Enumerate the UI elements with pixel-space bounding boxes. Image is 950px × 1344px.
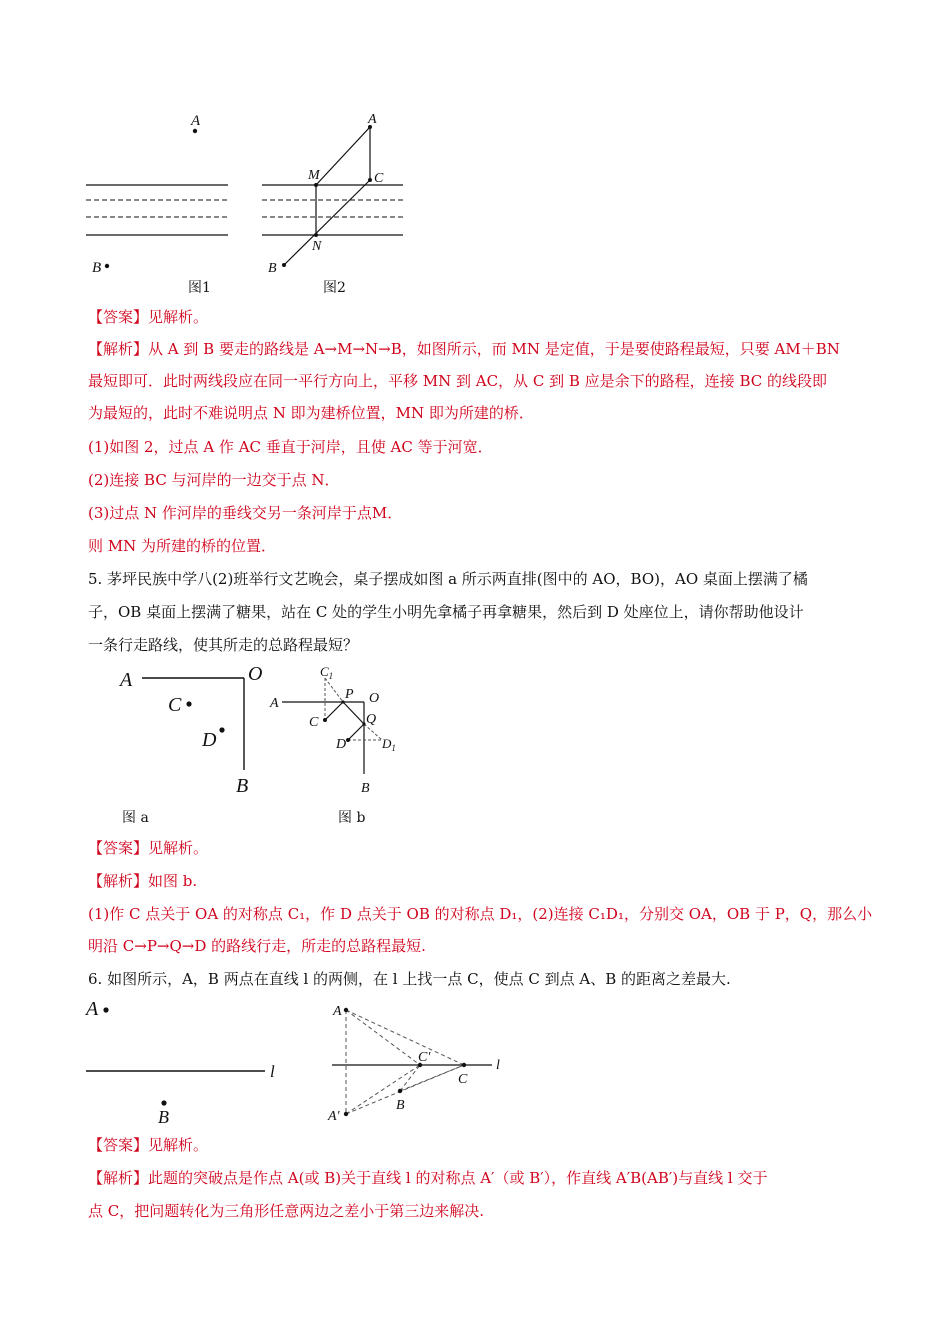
label-l-q6-right: l [496,1058,500,1073]
q4-step-3: (3)过点 N 作河岸的垂线交另一条河岸于点M． [88,504,403,522]
label-c-figa: C [168,694,182,716]
label-q-figb: Q [366,712,377,727]
q4-step-2: (2)连接 BC 与河岸的一边交于点 N． [88,471,340,489]
q4-analysis-line-3: 为最短的，此时不难说明点 N 即为建桥位置，MN 即为所建的桥． [88,404,534,422]
label-c-figb: C [309,715,319,730]
q5-question-line-3: 一条行走路线，使其所走的总路程最短？ [88,636,359,654]
label-b-fig1: B [92,260,102,276]
label-p-figb: P [345,687,354,702]
label-c-prime-q6: C′ [418,1050,431,1065]
q4-analysis-line-2: 最短即可．此时两线段应在同一平行方向上，平移 MN 到 AC，从 C 到 B 应是余下的路程，连接 BC 的线段即 [88,372,827,390]
q6-answer: 【答案】见解析。 [88,1136,209,1154]
q4-analysis-line-1: 【解析】从 A 到 B 要走的路线是 A→M→N→B，如图所示，而 MN 是定值，于是要使路程最短，只要 AM＋BN [88,340,840,358]
figure-a-and-b [110,662,430,830]
label-a-q6-left: A [86,998,99,1020]
label-b-q6-right: B [396,1098,405,1113]
point-b-q6-left [161,1100,166,1105]
q5-analysis-line-1: (1)作 C 点关于 OA 的对称点 C₁，作 D 点关于 OB 的对称点 D₁，(2)连接 C₁D₁，分别交 OA，OB 于 P，Q，那么小 [88,905,873,923]
point-c-figa [186,701,191,706]
q5-question-line-1: 5. 茅坪民族中学八(2)班举行文艺晚会，桌子摆成如图 a 所示两直排(图中的 AO，BO)，AO 桌面上摆满了橘 [88,570,808,588]
label-a-prime-q6: A′ [328,1109,340,1124]
q5-analysis-head: 【解析】如图 b. [88,872,198,890]
label-a-fig1: A [191,113,201,129]
label-o-figa: O [248,663,263,685]
label-c-q6-right: C [458,1072,468,1087]
label-o-figb: O [369,691,380,706]
label-a-figa: A [120,669,133,691]
label-l-q6-left: l [270,1062,275,1081]
label-b-q6-left: B [158,1107,169,1127]
caption-fig2: 图2 [323,280,346,296]
q4-answer: 【答案】见解析。 [88,308,209,326]
label-b-figb: B [361,781,370,796]
q4-step-1: (1)如图 2，过点 A 作 AC 垂直于河岸，且使 AC 等于河宽． [88,438,493,456]
point-a-q6-left [103,1007,108,1012]
label-a-figb: A [270,696,279,711]
label-b-fig2: B [268,261,277,276]
label-m-fig2: M [308,168,320,183]
q6-question: 6. 如图所示，A，B 两点在直线 l 的两侧，在 l 上找一点 C，使点 C 到点 A、B 的距离之差最大. [88,970,731,988]
q6-analysis-line-2: 点 C，把问题转化为三角形任意两边之差小于第三边来解决. [88,1202,485,1220]
q4-conclusion: 则 MN 为所建的桥的位置． [88,537,277,555]
point-d-figa [219,727,224,732]
q5-answer: 【答案】见解析。 [88,839,209,857]
label-b-figa: B [236,775,249,797]
label-d-figb: D [336,737,347,752]
point-b-fig1 [105,264,109,268]
point-a-fig1 [193,129,197,133]
q6-analysis-line-1: 【解析】此题的突破点是作点 A(或 B)关于直线 l 的对称点 A′（或 B′），作直线 A′B(AB′)与直线 l 交于 [88,1169,768,1187]
label-d1-figb: $D_1$ [382,736,396,753]
label-d-figa: D [202,729,217,751]
q5-question-line-2: 子，OB 桌面上摆满了糖果，站在 C 处的学生小明先拿橘子再拿糖果，然后到 D 处座位上，请你帮助他设计 [88,603,804,621]
label-a-fig2: A [368,112,377,127]
q5-analysis-line-2: 明沿 C→P→Q→D 的路线行走，所走的总路程最短. [88,937,426,955]
label-a-q6-right: A [333,1004,342,1019]
label-c-fig2: C [374,171,384,186]
caption-figb: 图 b [338,810,366,826]
caption-figa: 图 a [122,810,149,826]
caption-fig1: 图1 [188,280,211,296]
figure-1-and-2 [80,105,420,300]
figure-q6 [80,995,520,1135]
label-c1-figb: $C_1$ [320,664,334,681]
label-n-fig2: N [312,239,322,254]
